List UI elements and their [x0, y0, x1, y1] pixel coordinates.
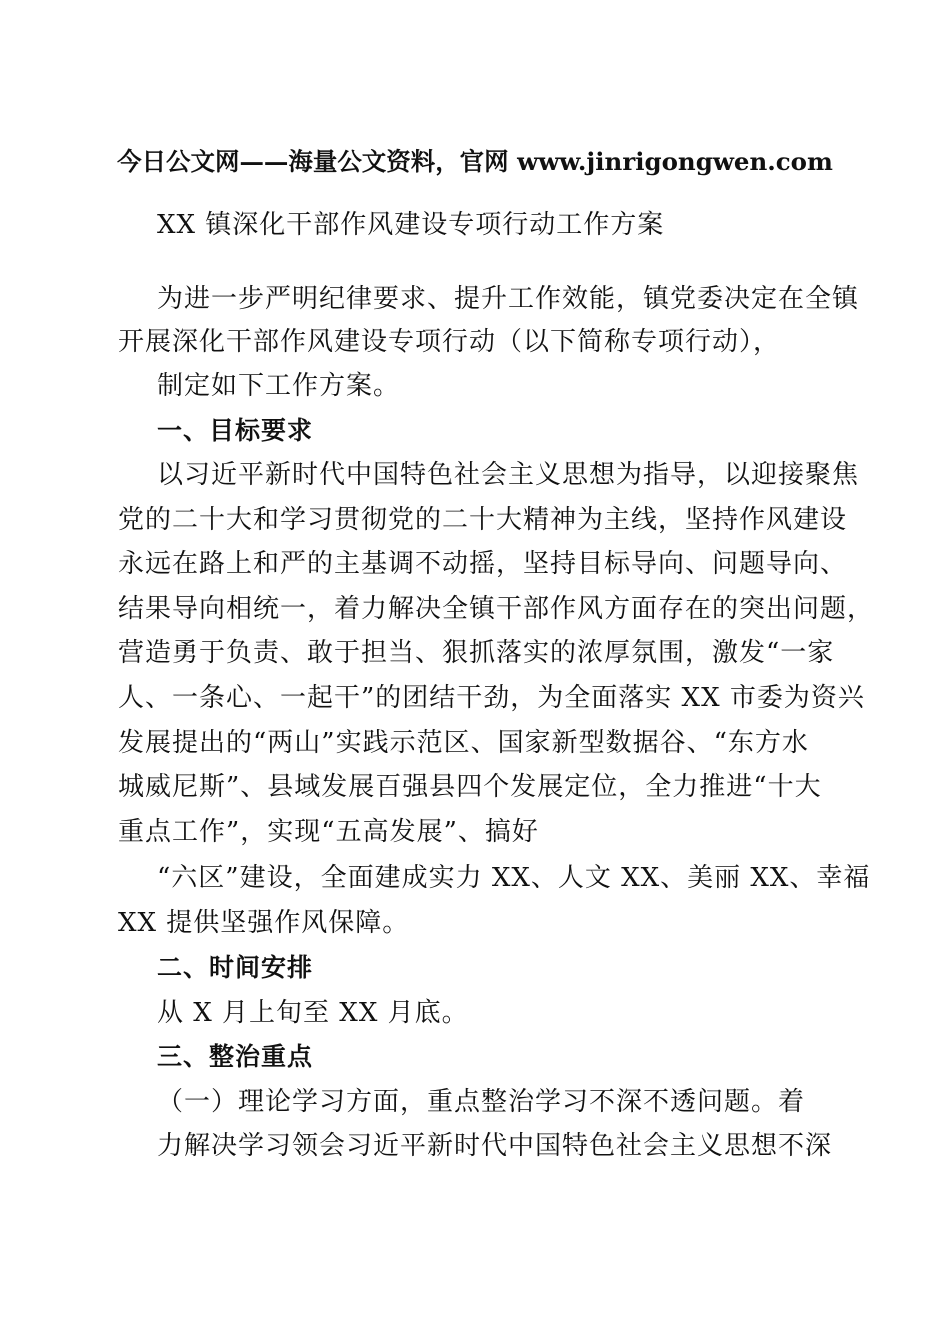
- intro-line: 开展深化干部作风建设专项行动（以下简称专项行动），: [118, 327, 781, 357]
- body-line: 城威尼斯”、县域发展百强县四个发展定位，全力推进“十大: [118, 772, 822, 802]
- body-line: 重点工作”，实现“五高发展”、搞好: [118, 817, 539, 847]
- body-line: 营造勇于负责、敢于担当、狠抓落实的浓厚氛围，激发“一家: [118, 638, 835, 668]
- intro-line: 制定如下工作方案。: [157, 371, 401, 401]
- intro-line: 为进一步严明纪律要求、提升工作效能，镇党委决定在全镇: [157, 284, 860, 314]
- section-heading-schedule: 二、时间安排: [157, 953, 314, 982]
- body-line: 永远在路上和严的主基调不动摇，坚持目标导向、问题导向、: [118, 549, 848, 579]
- body-line: 发展提出的“两山”实践示范区、国家新型数据谷、“东方水: [118, 728, 809, 758]
- body-line: 从 X 月上旬至 XX 月底。: [157, 998, 469, 1028]
- body-line: XX 提供坚强作风保障。: [118, 908, 410, 938]
- body-line: （一）理论学习方面，重点整治学习不深不透问题。着: [157, 1087, 806, 1117]
- body-line: 力解决学习领会习近平新时代中国特色社会主义思想不深: [157, 1131, 833, 1161]
- section-heading-focus: 三、整治重点: [157, 1042, 314, 1071]
- body-line: 党的二十大和学习贯彻党的二十大精神为主线，坚持作风建设: [118, 505, 848, 535]
- body-line: 以习近平新时代中国特色社会主义思想为指导，以迎接聚焦: [157, 460, 860, 490]
- site-banner: 今日公文网——海量公文资料，官网 www.jinrigongwen.com: [117, 147, 833, 176]
- document-title: XX 镇深化干部作风建设专项行动工作方案: [157, 210, 665, 240]
- body-line: 结果导向相统一，着力解决全镇干部作风方面存在的突出问题，: [118, 594, 875, 624]
- section-heading-goals: 一、目标要求: [157, 416, 314, 445]
- body-line: “六区”建设，全面建成实力 XX、人文 XX、美丽 XX、幸福: [157, 863, 871, 893]
- body-line: 人、一条心、一起干”的团结干劲，为全面落实 XX 市委为资兴: [118, 683, 865, 713]
